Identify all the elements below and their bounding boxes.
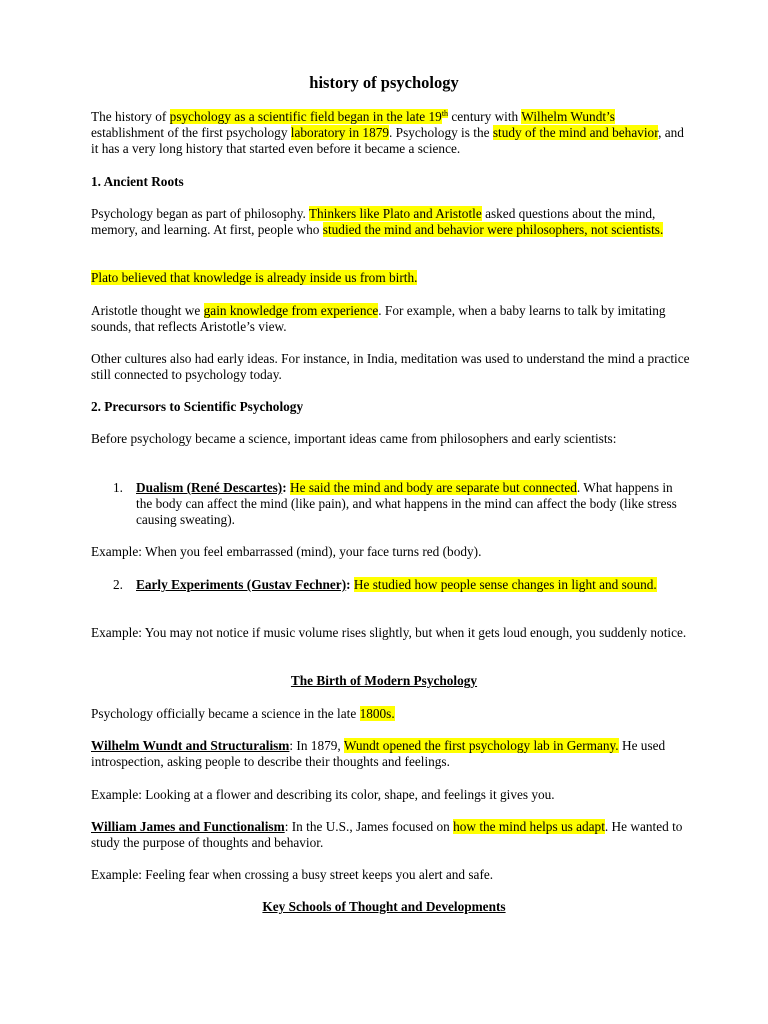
list-number: 2. [113,577,123,592]
section-heading-birth-of-modern-psychology: The Birth of Modern Psychology [290,673,478,688]
intro-text-2: century with [448,109,522,124]
plato-highlight: Plato believed that knowledge is already inside us from birth. [91,270,418,285]
wundt-example-paragraph: Example: Looking at a flower and describing its color, shape, and feelings it gives you. [91,787,555,802]
intro-text-4: . Psychology is the [389,125,493,141]
intro-text-5: , and it has a very long history that started even before it became a science. [91,125,684,157]
precursors-intro-paragraph: Before psychology became a science, important ideas came from philosophers and early scientists: [91,431,617,446]
ancient-highlight-2: studied the mind and behavior were philosophers, not scientists. [322,222,664,238]
intro-highlight-3: laboratory in 1879 [290,125,390,141]
intro-paragraph [91,109,691,158]
plato-paragraph [91,270,691,286]
intro-text-1: The history of [91,109,170,124]
ancient-text-2: asked questions about the mind, memory, and learning. At first, people who [91,206,656,238]
ancient-text-1: Psychology began as part of philosophy. [91,206,309,221]
other-cultures-paragraph: Other cultures also had early ideas. For instance, in India, meditation was used to understand the mind a practice still connected to psychology today. [91,351,690,383]
section-heading-precursors: 2. Precursors to Scientific Psychology [91,399,304,414]
intro-text-3: establishment of the first psychology [91,125,291,141]
intro-highlight-2: Wilhelm Wundt’s [521,109,615,124]
wundt-text-2: He used introspection, asking people to describe their thoughts and feelings. [91,738,666,770]
section-heading-key-schools: Key Schools of Thought and Developments [262,899,506,914]
james-text-2: . He wanted to study the purpose of thoughts and behavior. [91,819,683,851]
aristotle-text-2: . For example, when a baby learns to talk by imitating sounds, that reflects Aristotle’s view. [91,303,666,335]
section-heading-ancient-roots: 1. Ancient Roots [91,174,184,189]
birth-text: Psychology officially became a science in the late [91,706,360,721]
wundt-text-1: : In 1879, [289,738,344,753]
birth-highlight: 1800s. [359,706,395,721]
james-paragraph [91,819,691,851]
aristotle-text-1: Aristotle thought we [91,303,204,318]
wundt-term: Wilhelm Wundt and Structuralism [91,738,290,753]
list-item-body [136,577,691,593]
intro-highlight-1: psychology as a scientific field began in the late 19 [169,109,442,124]
list-item-highlight: He studied how people sense changes in light and sound. [353,577,657,592]
list-item-colon: : [282,480,290,495]
list-item-term: Dualism (René Descartes) [136,480,283,495]
list-item-body [136,480,691,529]
dualism-example-paragraph: Example: When you feel embarrassed (mind), your face turns red (body). [91,544,482,559]
aristotle-paragraph [91,303,691,335]
list-number: 1. [113,480,123,495]
list-item-colon: : [346,577,354,592]
aristotle-highlight: gain knowledge from experience [203,303,379,318]
wundt-paragraph [91,738,691,770]
james-highlight: how the mind helps us adapt [453,819,605,834]
birth-paragraph [91,706,691,722]
james-text-1: : In the U.S., James focused on [284,819,454,834]
ancient-highlight-1: Thinkers like Plato and Aristotle [308,206,482,221]
james-example-paragraph: Example: Feeling fear when crossing a busy street keeps you alert and safe. [91,867,494,882]
wundt-highlight: Wundt opened the first psychology lab in Germany. [343,738,619,753]
intro-highlight-4: study of the mind and behavior [492,125,659,141]
page-title: history of psychology [309,73,459,92]
list-item-term: Early Experiments (Gustav Fechner) [136,577,347,592]
list-item-highlight: He said the mind and body are separate but connected [290,480,577,495]
ancient-roots-paragraph [91,206,691,238]
james-term: William James and Functionalism [91,819,285,834]
list-item-text: . What happens in the body can affect the mind (like pain), and what happens in the mind can affect the body (like stress causing sweating). [136,480,677,528]
intro-superscript: th [441,109,449,118]
fechner-example-paragraph: Example: You may not notice if music volume rises slightly, but when it gets loud enough, you suddenly notice. [91,625,687,640]
